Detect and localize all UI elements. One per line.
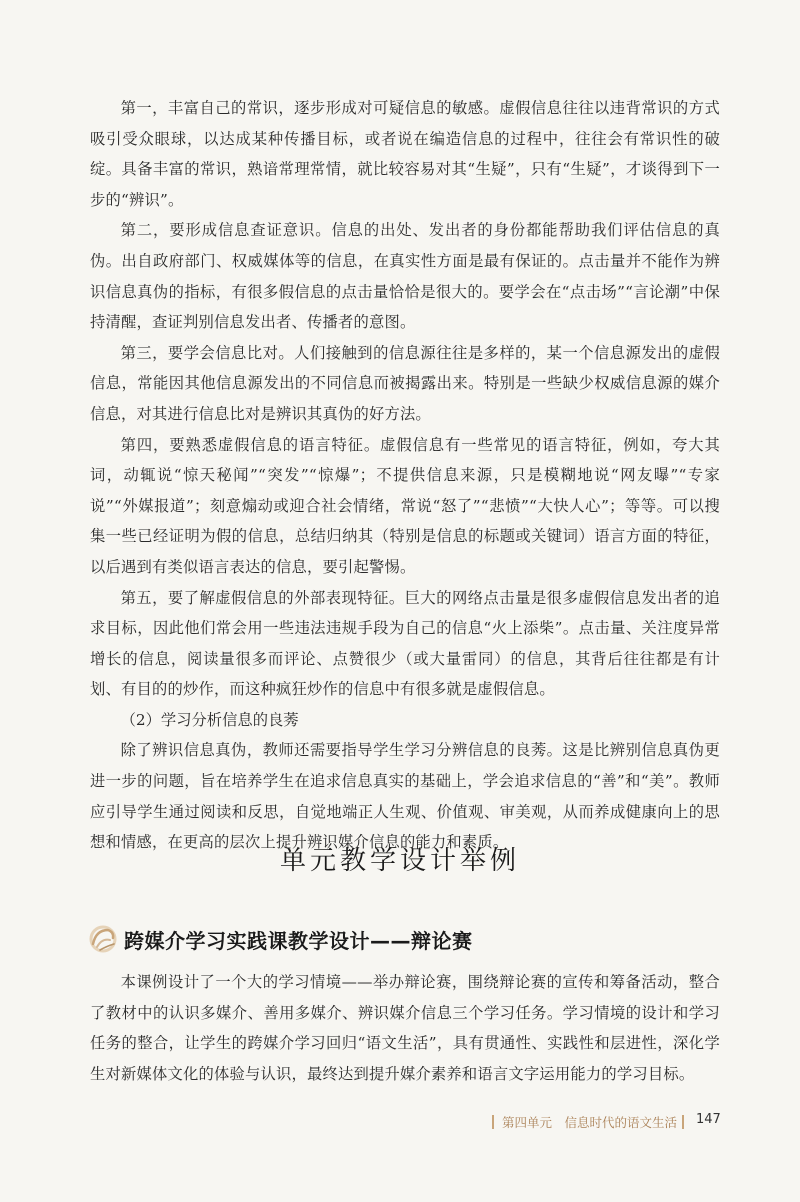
course-title-row [88, 922, 473, 956]
paragraph-6: 除了辨识信息真伪，教师还需要指导学生学习分辨信息的良莠。这是比辨别信息真伪更进一步的问题，旨在培养学生在追求信息真实的基础上，学会追求信息的“善”和“美”。教师应引导学生通过阅读和反思，自觉地端正人生观、价值观、审美观，从而养成健康向上的思想和情感，在更高的层次上提升辨识媒介信息的能力和素质。 [90, 741, 720, 852]
body-text [90, 93, 720, 858]
intro-paragraph: 本课例设计了一个大的学习情境——举办辩论赛，围绕辩论赛的宣传和筹备活动，整合了教材中的认识多媒介、善用多媒介、辨识媒介信息三个学习任务。学习情境的设计和学习任务的整合，让学生的跨媒介学习回归“语文生活”，具有贯通性、实践性和层进性，深化学生对新媒体文化的体验与认识，最终达到提升媒介素养和语言文字运用能力的学习目标。 [90, 973, 720, 1083]
page-number: 147 [696, 1112, 721, 1127]
section-title: 单元教学设计举例 [279, 846, 520, 876]
paragraph-5: 第五，要了解虚假信息的外部表现特征。巨大的网络点击量是很多虚假信息发出者的追求目标，因此他们常会用一些违法违规手段为自己的信息“火上添柴”。点击量、关注度异常增长的信息，阅读量很多而评论、点赞很少（或大量雷同）的信息，其背后往往都是有计划、有目的的炒作，而这种疯狂炒作的信息中有很多就是虚假信息。 [90, 588, 720, 699]
swirl-icon [88, 924, 118, 954]
intro-block [90, 967, 720, 1089]
footer-divider-left [492, 1115, 494, 1129]
footer-divider-right [682, 1115, 684, 1129]
paragraph-3: 第三，要学会信息比对。人们接触到的信息源往往是多样的，某一个信息源发出的虚假信息，常能因其他信息源发出的不同信息而被揭露出来。特别是一些缺少权威信息源的媒介信息，对其进行信息比对是辨识其真伪的好方法。 [90, 343, 720, 423]
footer-unit-label: 第四单元 信息时代的语文生活 [502, 1115, 678, 1130]
paragraph-1: 第一，丰富自己的常识，逐步形成对可疑信息的敏感。虚假信息往往以违背常识的方式吸引受众眼球，以达成某种传播目标，或者说在编造信息的过程中，往往会有常识性的破绽。具备丰富的常识，熟谙常理常情，就比较容易对其“生疑”，只有“生疑”，才谈得到下一步的“辨识”。 [90, 99, 720, 209]
paragraph-2: 第二，要形成信息查证意识。信息的出处、发出者的身份都能帮助我们评估信息的真伪。出自政府部门、权威媒体等的信息，在真实性方面是最有保证的。点击量并不能作为辨识信息真伪的指标，有很多假信息的点击量恰恰是很大的。要学会在“点击场”“言论潮”中保持清醒，查证判别信息发出者、传播者的意图。 [90, 221, 720, 332]
subheading: （2）学习分析信息的良莠 [120, 710, 299, 729]
course-title: 跨媒介学习实践课教学设计——辩论赛 [124, 928, 473, 953]
paragraph-4: 第四，要熟悉虚假信息的语言特征。虚假信息有一些常见的语言特征，例如，夸大其词，动辄说“惊天秘闻”“突发”“惊爆”；不提供信息来源，只是模糊地说“网友曝”“专家说”“外媒报道”；刻意煽动或迎合社会情绪，常说“怒了”“悲愤”“大快人心”；等等。可以搜集一些已经证明为假的信息，总结归纳其（特别是信息的标题或关键词）语言方面的特征，以后遇到有类似语言表达的信息，要引起警惕。 [90, 435, 720, 576]
page-footer [0, 1111, 800, 1135]
